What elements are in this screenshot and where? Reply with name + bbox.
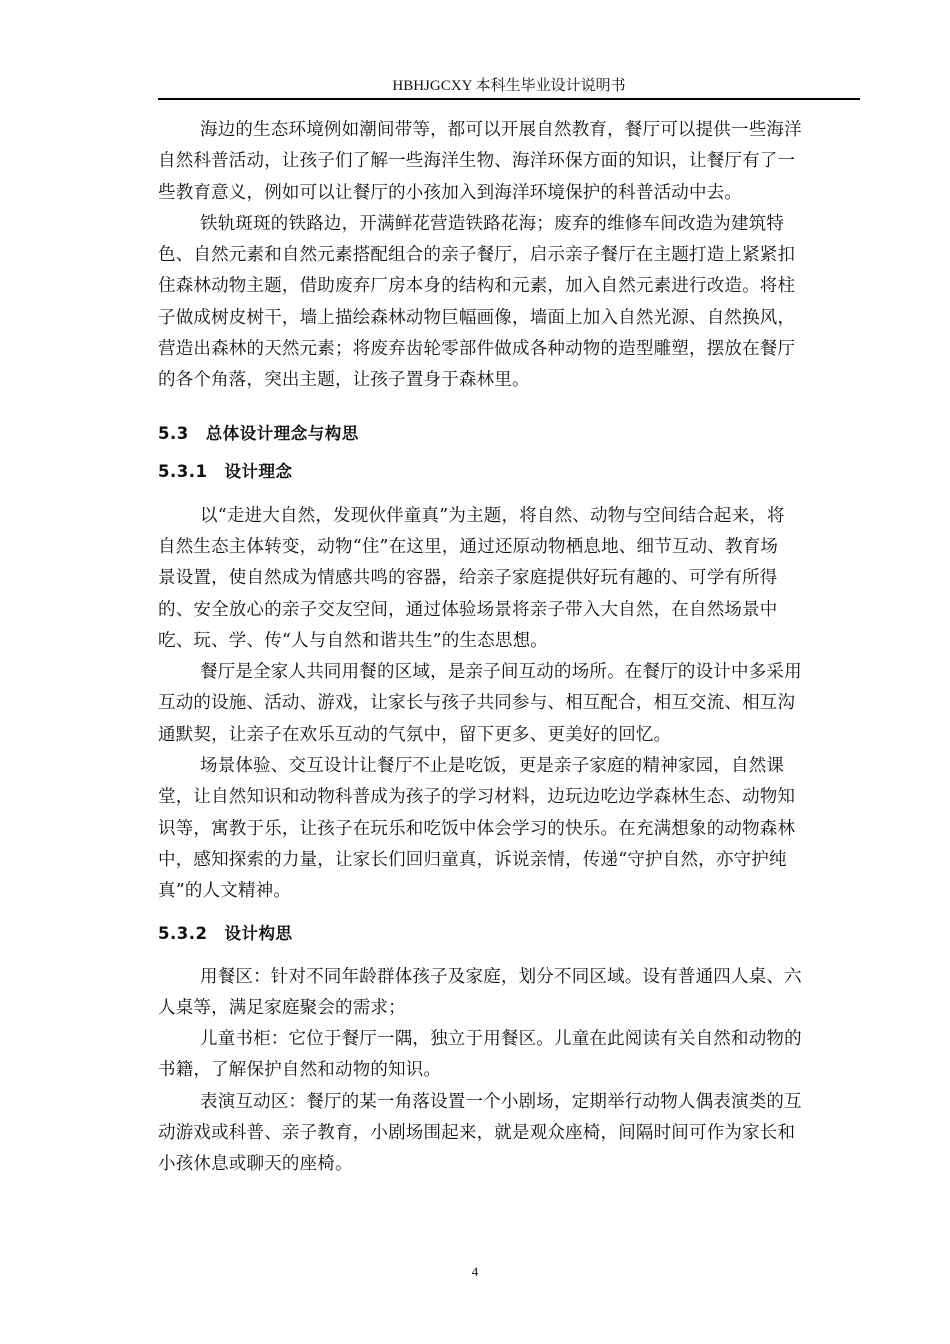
text-line: 的各个角落，突出主题，让孩子置身于森林里。 xyxy=(158,370,530,391)
paragraph-performance-area xyxy=(158,1087,860,1181)
text-line: 通默契，让亲子在欢乐互动的气氛中，留下更多、更美好的回忆。 xyxy=(158,724,672,745)
text-line: 场景体验、交互设计让餐厅不止是吃饭，更是亲子家庭的精神家园，自然课 xyxy=(200,756,785,777)
text-line: 书籍，了解保护自然和动物的知识。 xyxy=(158,1060,442,1081)
text-line: 吃、玩、学、传“人与自然和谐共生”的生态思想。 xyxy=(158,630,548,651)
text-line: 儿童书柜：它位于餐厅一隅，独立于用餐区。儿童在此阅读有关自然和动物的 xyxy=(200,1029,802,1050)
text-line: 景设置，使自然成为情感共鸣的容器，给亲子家庭提供好玩有趣的、可学有所得 xyxy=(158,568,778,589)
page-header: HBHJGCXY 本科生毕业设计说明书 xyxy=(392,78,626,94)
text-line: 铁轨斑斑的铁路边，开满鲜花营造铁路花海；废弃的维修车间改造为建筑特 xyxy=(200,213,785,234)
paragraph-scene-experience xyxy=(158,751,860,907)
text-line: 人桌等，满足家庭聚会的需求； xyxy=(158,997,406,1018)
text-line: 海边的生态环境例如潮间带等，都可以开展自然教育，餐厅可以提供一些海洋 xyxy=(200,120,802,140)
text-line: 以“走进大自然，发现伙伴童真”为主题，将自然、动物与空间结合起来，将 xyxy=(200,505,785,526)
paragraph-family-dining xyxy=(158,657,860,751)
text-line: 互动的设施、活动、游戏，让家长与孩子共同参与、相互配合，相互交流、相互沟 xyxy=(158,693,796,714)
section-heading-5-3: 5.3 总体设计理念与构思 xyxy=(158,423,359,443)
text-line: 住森林动物主题，借助废弃厂房本身的结构和元素，加入自然元素进行改造。将柱 xyxy=(158,276,796,297)
text-line: 堂，让自然知识和动物科普成为孩子的学习材料，边玩边吃边学森林生态、动物知 xyxy=(158,787,796,808)
text-line: 营造出森林的天然元素；将废弃齿轮零部件做成各种动物的造型雕塑，摆放在餐厅 xyxy=(158,339,796,360)
text-line: 子做成树皮树干，墙上描绘森林动物巨幅画像，墙面上加入自然光源、自然换风， xyxy=(158,307,796,328)
text-line: 餐厅是全家人共同用餐的区域，是亲子间互动的场所。在餐厅的设计中多采用 xyxy=(200,662,802,683)
text-line: 自然生态主体转变，动物“住”在这里，通过还原动物栖息地、细节互动、教育场 xyxy=(158,536,779,557)
text-line: 用餐区：针对不同年龄群体孩子及家庭，划分不同区域。设有普通四人桌、六 xyxy=(200,966,802,987)
section-heading-5-3-1: 5.3.1 设计理念 xyxy=(158,461,293,481)
text-line: 识等，寓教于乐，让孩子在玩乐和吃饭中体会学习的快乐。在充满想象的动物森林 xyxy=(158,818,796,839)
text-line: 自然科普活动，让孩子们了解一些海洋生物、海洋环保方面的知识，让餐厅有了一 xyxy=(158,151,796,172)
header-rule xyxy=(158,98,860,100)
paragraph-dining-area xyxy=(158,962,860,1025)
paragraph-coastal-ecology xyxy=(158,115,860,209)
text-line: 真”的人文精神。 xyxy=(158,881,292,902)
text-line: 表演互动区：餐厅的某一角落设置一个小剧场，定期举行动物人偶表演类的互 xyxy=(200,1091,802,1112)
paragraph-design-theme xyxy=(158,501,860,657)
text-line: 动游戏或科普、亲子教育，小剧场围起来，就是观众座椅，间隔时间可作为家长和 xyxy=(158,1123,796,1144)
text-line: 些教育意义，例如可以让餐厅的小孩加入到海洋环境保护的科普活动中去。 xyxy=(158,182,743,203)
text-line: 中，感知探索的力量，让家长们回归童真，诉说亲情，传递“守护自然，亦守护纯 xyxy=(158,849,787,870)
section-heading-5-3-2: 5.3.2 设计构思 xyxy=(158,923,293,943)
paragraph-children-bookcase xyxy=(158,1024,860,1087)
text-line: 小孩休息或聊天的座椅。 xyxy=(158,1154,353,1175)
page-body xyxy=(158,115,860,1181)
paragraph-railway-restaurant xyxy=(158,209,860,397)
page-number: 4 xyxy=(471,1264,479,1279)
text-line: 色、自然元素和自然元素搭配组合的亲子餐厅，启示亲子餐厅在主题打造上紧紧扣 xyxy=(158,245,796,266)
text-line: 的、安全放心的亲子交友空间，通过体验场景将亲子带入大自然，在自然场景中 xyxy=(158,599,778,620)
